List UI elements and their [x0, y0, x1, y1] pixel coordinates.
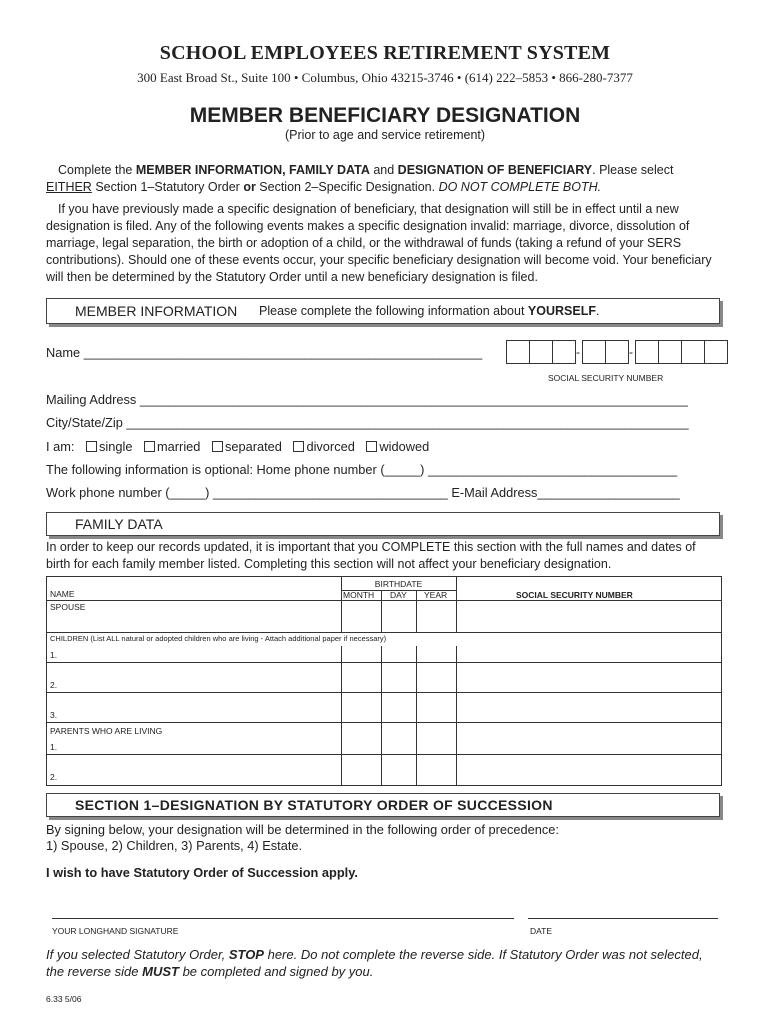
- intro-italic: DO NOT COMPLETE BOTH.: [438, 180, 602, 194]
- col-name-header: NAME: [50, 589, 75, 599]
- status-option-divorced[interactable]: [293, 439, 354, 454]
- children-row-label: CHILDREN (List ALL natural or adopted children who are living - Attach additional paper if necessary): [50, 634, 387, 643]
- statutory-order-statement: I wish to have Statutory Order of Succession apply.: [46, 865, 358, 880]
- ssn-digit-box[interactable]: [605, 340, 629, 364]
- intro-bold: MEMBER INFORMATION, FAMILY DATA: [135, 163, 370, 177]
- child-row-1[interactable]: 1.: [50, 650, 58, 660]
- ssn-label: SOCIAL SECURITY NUMBER: [548, 373, 664, 383]
- organization-address: 300 East Broad St., Suite 100 • Columbus, Ohio 43215-3746 • (614) 222–5853 • 866-280-7377: [137, 70, 633, 85]
- ssn-digit-box[interactable]: [506, 340, 530, 364]
- signature-line[interactable]: [52, 918, 514, 919]
- ssn-digit-box[interactable]: [681, 340, 705, 364]
- member-information-heading: MEMBER INFORMATION: [75, 303, 238, 319]
- section1-header: [46, 793, 720, 817]
- ssn-digit-box[interactable]: [552, 340, 576, 364]
- status-option-widowed[interactable]: [366, 439, 429, 454]
- col-birthdate-header: BIRTHDATE: [374, 579, 423, 589]
- checkbox-icon[interactable]: [366, 441, 377, 452]
- ssn-digit-box[interactable]: [529, 340, 553, 364]
- intro-underline: EITHER: [46, 180, 92, 194]
- checkbox-icon[interactable]: [293, 441, 304, 452]
- member-information-hint: [259, 304, 599, 318]
- ssn-digit-box[interactable]: [658, 340, 682, 364]
- family-data-heading: FAMILY DATA: [75, 516, 163, 532]
- col-month-header: MONTH: [343, 590, 375, 600]
- stop-text: here. Do not complete the reverse side. If Statutory Order was not selected,: [263, 947, 703, 962]
- checkbox-icon[interactable]: [144, 441, 155, 452]
- work-phone-email-field[interactable]: Work phone number (_____) _________________________________ E-Mail Address____________________: [46, 485, 680, 500]
- stop-text: the reverse side: [46, 964, 143, 979]
- hint-text: Please complete the following information about: [259, 304, 528, 318]
- intro-text: Section 1–Statutory Order: [91, 180, 244, 194]
- status-option-label: single: [99, 439, 133, 454]
- intro-text: . Please select: [592, 163, 674, 177]
- child-row-2[interactable]: 2.: [50, 680, 58, 690]
- intro-text: Section 2–Specific Designation.: [255, 180, 439, 194]
- ssn-dash: -: [629, 345, 633, 359]
- mailing-address-field[interactable]: Mailing Address _____________________________________________________________________________: [46, 392, 688, 407]
- marital-status-label: I am:: [46, 439, 75, 454]
- ssn-dash: -: [576, 345, 580, 359]
- status-option-label: widowed: [379, 439, 430, 454]
- status-option-label: married: [157, 439, 201, 454]
- status-option-married[interactable]: [144, 439, 200, 454]
- organization-title: SCHOOL EMPLOYEES RETIREMENT SYSTEM: [159, 42, 611, 64]
- stop-instructions: [46, 946, 736, 980]
- form-subtitle: (Prior to age and service retirement): [284, 128, 486, 142]
- form-number: 6.33 5/06: [46, 994, 82, 1004]
- hint-bold: YOURSELF: [527, 304, 596, 318]
- intro-bold: DESIGNATION OF BENEFICIARY: [397, 163, 593, 177]
- intro-paragraph-2: If you have previously made a specific designation of beneficiary, that designation will still be in effect until a new designation is filed. Any of the following events makes a specific designation invalid: marriage, divorce, dissolution of marriage, legal separation, the birth or adoption of a child, or the withdrawal of funds (taking a refund of your SERS contributions). Should one of these events occur, your specific beneficiary designation will become void. Your beneficiary will then be determined by the Statutory Order until a new beneficiary designation is filed.: [46, 202, 712, 284]
- member-information-header: [46, 298, 720, 324]
- intro-text: and: [369, 163, 398, 177]
- family-table: [46, 576, 722, 786]
- home-phone-field[interactable]: The following information is optional: Home phone number (_____) ___________________________________: [46, 462, 678, 477]
- status-option-separated[interactable]: [212, 439, 282, 454]
- child-row-3[interactable]: 3.: [50, 710, 58, 720]
- ssn-digit-box[interactable]: [704, 340, 728, 364]
- marital-status-row: [46, 439, 429, 454]
- col-year-header: YEAR: [424, 590, 448, 600]
- col-ssn-header: SOCIAL SECURITY NUMBER: [516, 590, 633, 600]
- family-data-header: [46, 512, 720, 536]
- family-data-instructions: In order to keep our records updated, it is important that you COMPLETE this section with the full names and dates of birth for each family member listed. Completing this section will not affect your beneficiary designation.: [46, 540, 696, 571]
- checkbox-icon[interactable]: [212, 441, 223, 452]
- status-option-label: separated: [224, 439, 282, 454]
- parents-row-label: PARENTS WHO ARE LIVING: [50, 726, 163, 736]
- hint-text: .: [595, 304, 600, 318]
- section1-line-1: By signing below, your designation will be determined in the following order of precedence:: [46, 822, 559, 837]
- status-option-single[interactable]: [86, 439, 132, 454]
- stop-text: If you selected Statutory Order,: [46, 947, 229, 962]
- parent-row-1[interactable]: 1.: [50, 742, 58, 752]
- stop-bold: MUST: [142, 964, 179, 979]
- section1-line-2: 1) Spouse, 2) Children, 3) Parents, 4) Estate.: [46, 838, 303, 853]
- intro-text: Complete the: [58, 163, 136, 177]
- status-option-label: divorced: [306, 439, 355, 454]
- ssn-digit-box[interactable]: [582, 340, 606, 364]
- date-line[interactable]: [528, 918, 718, 919]
- name-field[interactable]: Name ________________________________________________________: [46, 345, 483, 360]
- parent-row-2[interactable]: 2.: [50, 772, 58, 782]
- ssn-digit-box[interactable]: [635, 340, 659, 364]
- form-title: MEMBER BENEFICIARY DESIGNATION: [189, 104, 581, 127]
- checkbox-icon[interactable]: [86, 441, 97, 452]
- intro-paragraph-1: [46, 162, 726, 196]
- date-label: DATE: [530, 926, 553, 936]
- section1-heading: SECTION 1–DESIGNATION BY STATUTORY ORDER OF SUCCESSION: [75, 797, 553, 813]
- col-day-header: DAY: [390, 590, 407, 600]
- city-state-zip-field[interactable]: City/State/Zip _______________________________________________________________________________: [46, 415, 689, 430]
- stop-bold: STOP: [228, 947, 264, 962]
- intro-bold: or: [243, 180, 256, 194]
- stop-text: be completed and signed by you.: [178, 964, 374, 979]
- spouse-row-label[interactable]: SPOUSE: [50, 602, 86, 612]
- signature-label: YOUR LONGHAND SIGNATURE: [52, 926, 179, 936]
